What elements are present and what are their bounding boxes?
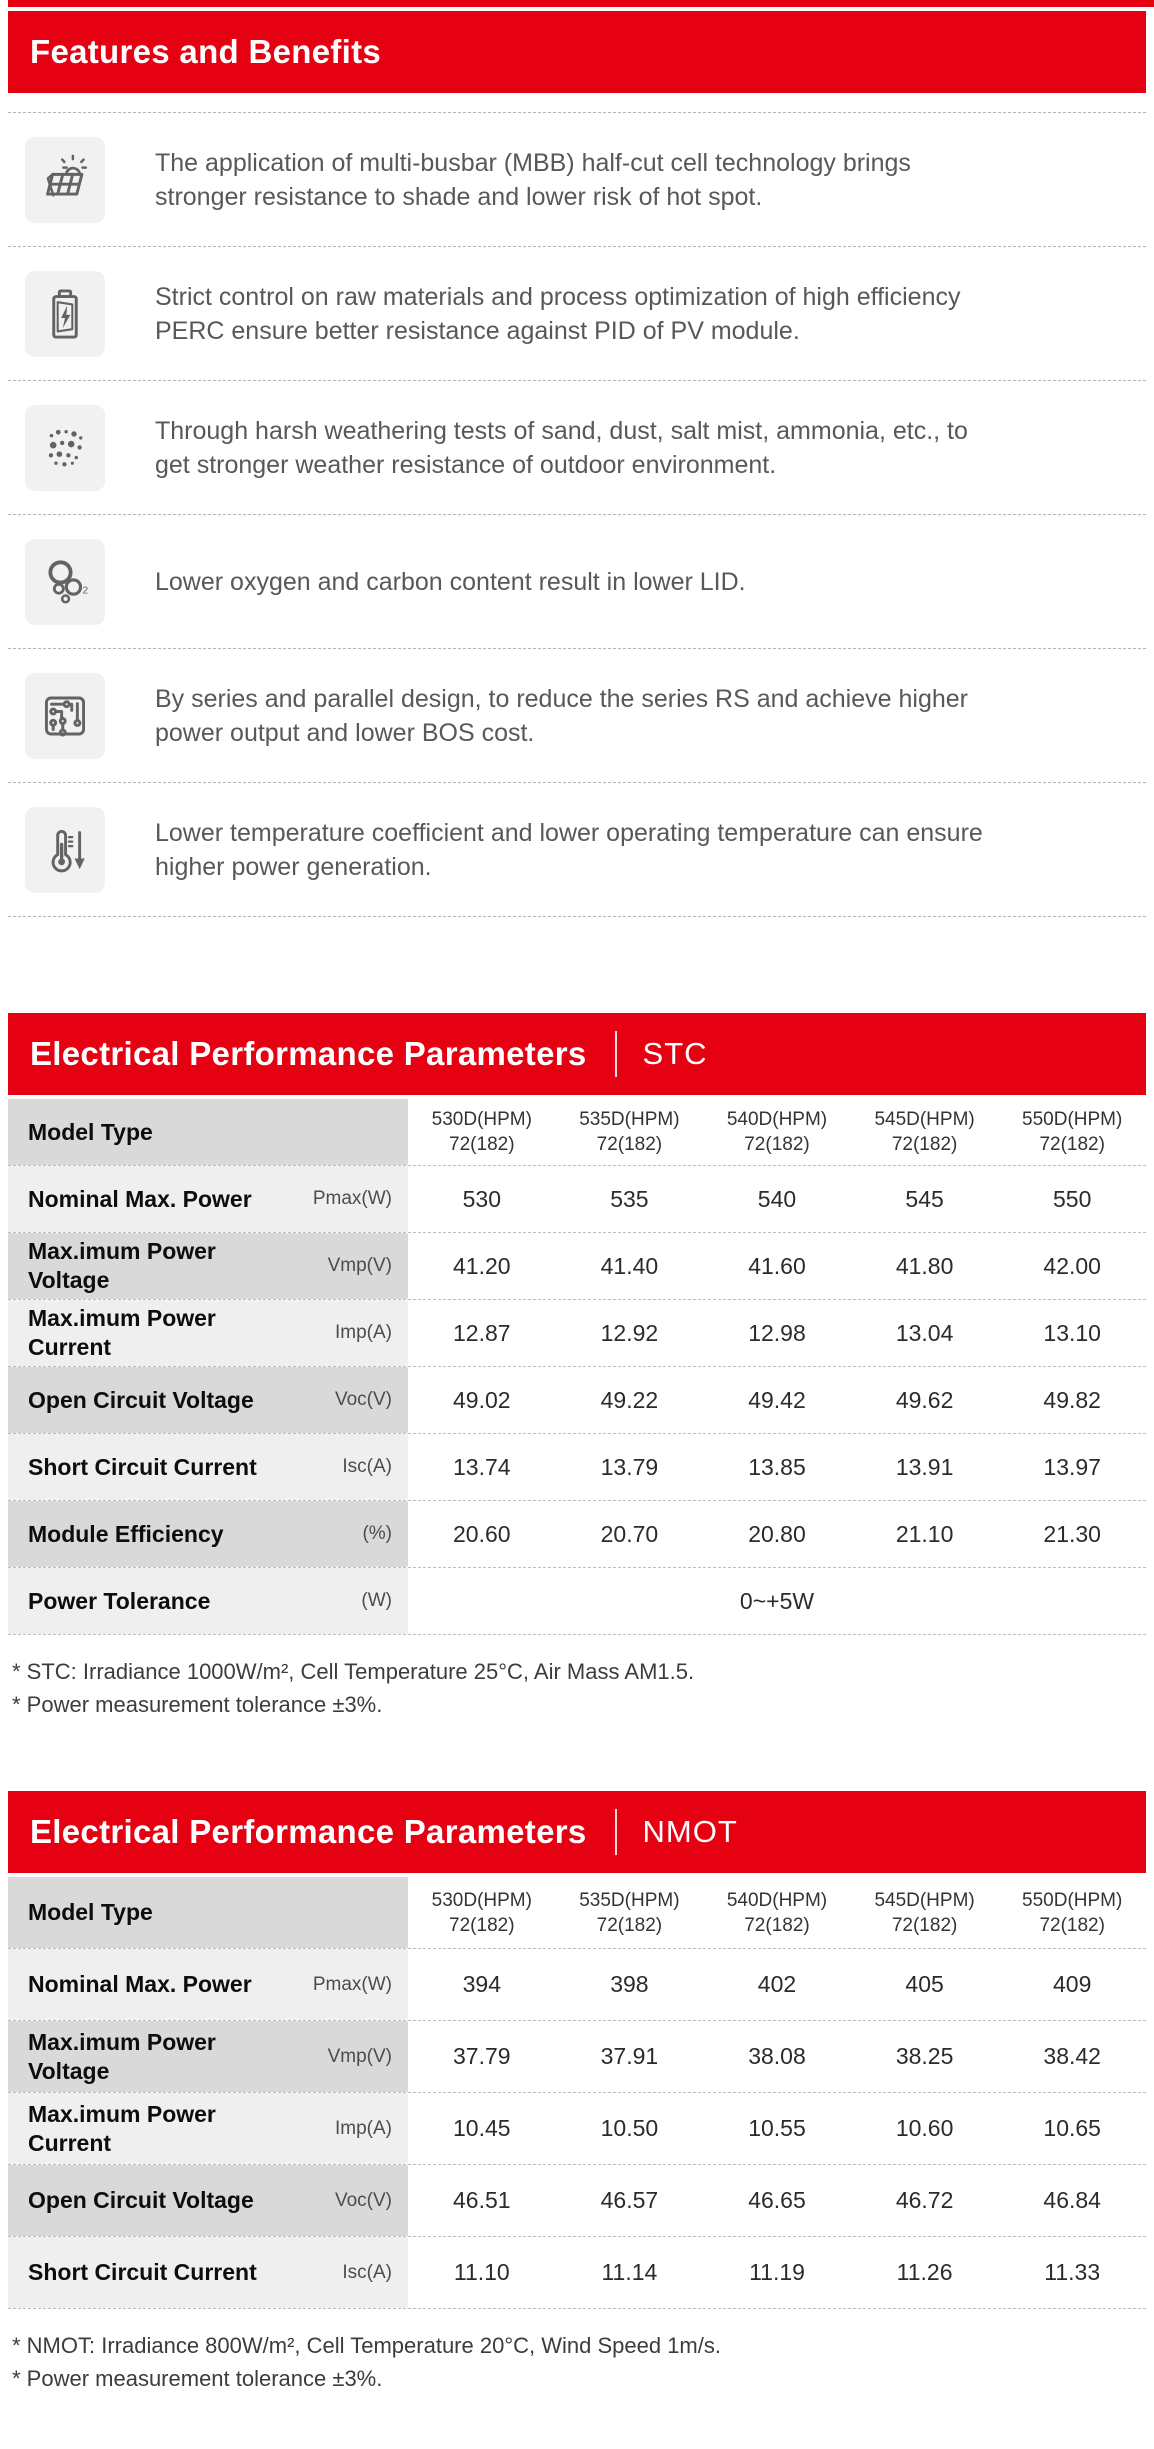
feature-text: The application of multi-busbar (MBB) half-cut cell technology brings stronger resistance to shade and lower risk of hot spot. [155, 148, 911, 211]
model-header: 535D(HPM) 72(182) [579, 1109, 680, 1155]
svg-text:2: 2 [82, 584, 89, 596]
stc-title: Electrical Performance Parameters [30, 1035, 587, 1072]
table-row: Max.imum Power Current Imp(A) 12.87 12.92 12.98 13.04 13.10 [8, 1300, 1146, 1367]
footnote: * Power measurement tolerance ±3%. [12, 2366, 383, 2391]
model-header: 530D(HPM) 72(182) [431, 1109, 532, 1155]
stc-table [8, 1099, 1146, 1635]
feature-item [8, 113, 1146, 247]
solar-panel-icon [25, 137, 105, 223]
feature-text: By series and parallel design, to reduce the series RS and achieve higher power output and lower BOS cost. [155, 684, 968, 747]
feature-text: Through harsh weathering tests of sand, dust, salt mist, ammonia, etc., to get stronger weather resistance of outdoor environment. [155, 416, 968, 479]
model-type-row [8, 1099, 1146, 1166]
table-row: Nominal Max. Power Pmax(W) 394 398 402 405 409 [8, 1949, 1146, 2021]
nmot-subtitle: NMOT [642, 1814, 738, 1849]
weathering-particles-icon [25, 405, 105, 491]
table-row: Short Circuit Current Isc(A) 11.10 11.14 11.19 11.26 11.33 [8, 2237, 1146, 2309]
table-row: Module Efficiency (%) 20.60 20.70 20.80 21.10 21.30 [8, 1501, 1146, 1568]
stc-section [0, 1013, 1154, 1721]
table-row: Max.imum Power Voltage Vmp(V) 41.20 41.40 41.60 41.80 42.00 [8, 1233, 1146, 1300]
footnote: * STC: Irradiance 1000W/m², Cell Temperature 25°C, Air Mass AM1.5. [12, 1659, 695, 1684]
feature-item [8, 783, 1146, 917]
footnote: * NMOT: Irradiance 800W/m², Cell Temperature 20°C, Wind Speed 1m/s. [12, 2333, 721, 2358]
feature-item [8, 649, 1146, 783]
table-row: Max.imum Power Current Imp(A) 10.45 10.50 10.55 10.60 10.65 [8, 2093, 1146, 2165]
oxygen-molecule-icon [25, 539, 105, 625]
model-header: 550D(HPM) 72(182) [1022, 1109, 1123, 1155]
top-red-strip [8, 0, 1154, 7]
battery-icon [25, 271, 105, 357]
table-row: Nominal Max. Power Pmax(W) 530 535 540 545 550 [8, 1166, 1146, 1233]
model-header: 540D(HPM) 72(182) [726, 1889, 828, 1936]
table-row: Open Circuit Voltage Voc(V) 46.51 46.57 46.65 46.72 46.84 [8, 2165, 1146, 2237]
feature-item [8, 247, 1146, 381]
features-section [0, 11, 1154, 917]
feature-item [8, 515, 1146, 649]
feature-item [8, 381, 1146, 515]
feature-text: Lower temperature coefficient and lower operating temperature can ensure higher power generation. [155, 818, 983, 881]
model-header: 545D(HPM) 72(182) [874, 1889, 975, 1936]
model-type-label: Model Type [28, 1899, 153, 1926]
circuit-design-icon [25, 673, 105, 759]
table-row: Open Circuit Voltage Voc(V) 49.02 49.22 49.42 49.62 49.82 [8, 1367, 1146, 1434]
stc-footnotes [12, 1655, 1146, 1721]
table-row: Short Circuit Current Isc(A) 13.74 13.79 13.85 13.91 13.97 [8, 1434, 1146, 1501]
model-header: 530D(HPM) 72(182) [431, 1889, 532, 1936]
features-header-bar [8, 11, 1146, 93]
model-header: 535D(HPM) 72(182) [579, 1889, 680, 1936]
footnote: * Power measurement tolerance ±3%. [12, 1692, 383, 1717]
feature-text: Lower oxygen and carbon content result in lower LID. [155, 567, 746, 596]
model-header: 545D(HPM) 72(182) [874, 1109, 975, 1155]
feature-text: Strict control on raw materials and process optimization of high efficiency PERC ensure better resistance against PID of PV module. [155, 282, 961, 345]
header-divider [615, 1809, 617, 1855]
feature-list [8, 112, 1146, 917]
nmot-title: Electrical Performance Parameters [30, 1813, 587, 1850]
stc-subtitle: STC [642, 1036, 708, 1071]
features-title: Features and Benefits [30, 33, 382, 70]
model-header: 540D(HPM) 72(182) [726, 1109, 828, 1155]
thermometer-icon [25, 807, 105, 893]
power-tolerance-value: 0~+5W [739, 1587, 815, 1614]
header-divider [615, 1031, 617, 1077]
model-type-label: Model Type [28, 1118, 153, 1145]
nmot-footnotes [12, 2329, 1146, 2395]
nmot-section [0, 1791, 1154, 2395]
stc-header-bar [8, 1013, 1146, 1095]
model-header: 550D(HPM) 72(182) [1022, 1889, 1123, 1936]
table-row: Max.imum Power Voltage Vmp(V) 37.79 37.91 38.08 38.25 38.42 [8, 2021, 1146, 2093]
nmot-table [8, 1877, 1146, 2309]
power-tolerance-row: Power Tolerance (W) 0~+5W [8, 1568, 1146, 1635]
model-type-row [8, 1877, 1146, 1949]
nmot-header-bar [8, 1791, 1146, 1873]
